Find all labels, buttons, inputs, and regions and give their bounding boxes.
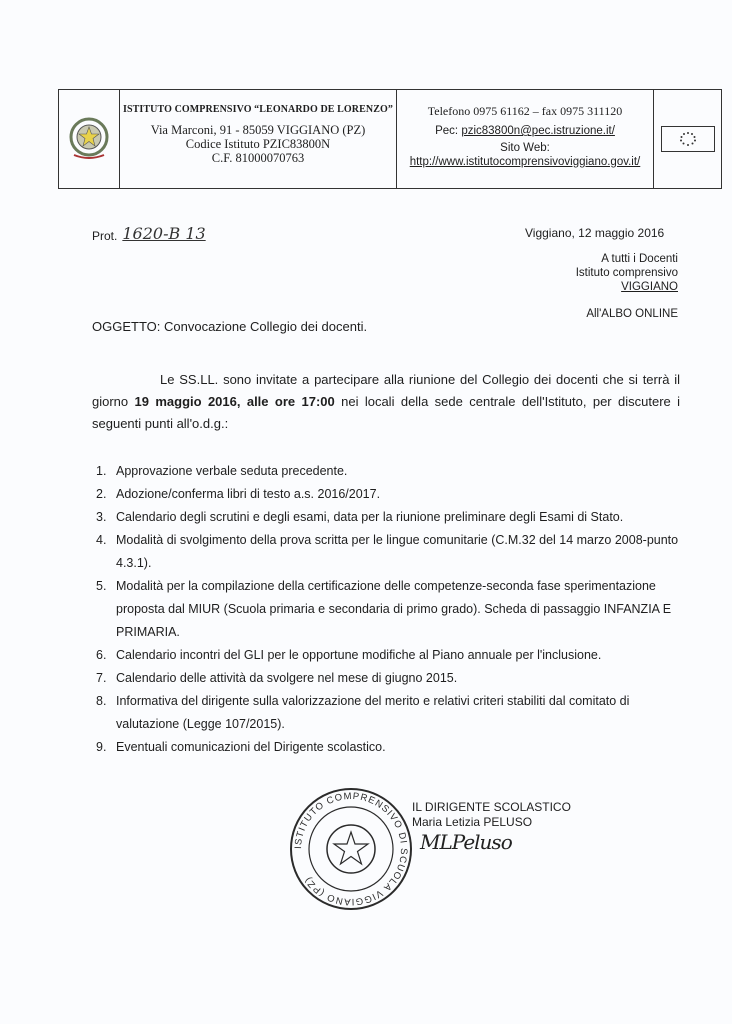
list-item: 3. Calendario degli scrutini e degli esami, data per la riunione preliminare degli Esami di Stato. xyxy=(96,510,624,524)
stamp-text: ISTITUTO COMPRENSIVO DI SCUOLA VIGGIANO (PZ) xyxy=(292,790,410,908)
svg-text:ISTITUTO COMPRENSIVO DI SCUOLA xyxy=(293,791,409,907)
school-info xyxy=(120,90,397,188)
list-item: 5. Modalità per la compilazione della certificazione delle competenze-seconda fase sperimentazione proposta dal MIUR (Scuola primaria e secondaria di primo grado). Scheda di passaggio INFANZIA E PRIMARIA. xyxy=(96,579,672,639)
recipients xyxy=(576,252,678,294)
italian-emblem-icon xyxy=(66,115,112,163)
recipient-line: Istituto comprensivo xyxy=(575,267,678,279)
school-code: Codice Istituto PZIC83800N xyxy=(185,137,331,151)
intro-paragraph xyxy=(92,369,680,435)
site-url-link[interactable]: http://www.istitutocomprensivoviggiano.gov.it/ xyxy=(409,156,641,168)
contact-info xyxy=(397,90,654,188)
telephone: Telefono 0975 61162 – fax 0975 311120 xyxy=(427,104,623,118)
recipient-line: VIGGIANO xyxy=(621,281,678,293)
subject-line: OGGETTO: Convocazione Collegio dei docenti. xyxy=(92,319,368,334)
intro-part2: nei locali della sede centrale dell'Istituto, per discutere i seguenti punti all'o.d.g.: xyxy=(92,394,681,431)
protocol-number: 1620-B 13 xyxy=(122,224,206,243)
pec-label: Pec: xyxy=(435,125,459,137)
school-name: ISTITUTO COMPRENSIVO “LEONARDO DE LORENZO” xyxy=(123,104,393,115)
list-item: 6. Calendario incontri del GLI per le opportune modifiche al Piano annuale per l'inclusione. xyxy=(96,648,602,662)
recipient-line: A tutti i Docenti xyxy=(601,253,678,265)
signer-name: Maria Letizia PELUSO xyxy=(412,815,533,829)
pec-email-link[interactable]: pzic83800n@pec.istruzione.it/ xyxy=(461,125,615,137)
list-item: 8. Informativa del dirigente sulla valorizzazione del merito e relativi criteri stabiliti dal comitato di valutazione (Legge 107/2015). xyxy=(96,694,630,731)
list-item: 1. Approvazione verbale seduta precedente. xyxy=(96,464,348,478)
school-stamp-icon xyxy=(286,784,416,914)
list-item: 2. Adozione/conferma libri di testo a.s. 2016/2017. xyxy=(96,487,381,501)
list-item: 7. Calendario delle attività da svolgere nel mese di giugno 2015. xyxy=(96,671,458,685)
protocol xyxy=(92,224,206,243)
protocol-label: Prot. xyxy=(92,229,118,243)
signer-title: IL DIRIGENTE SCOLASTICO xyxy=(412,800,571,814)
agenda-list xyxy=(96,460,682,759)
signer-block xyxy=(412,800,571,830)
school-fiscal-code: C.F. 81000070763 xyxy=(211,151,305,165)
list-item: 4. Modalità di svolgimento della prova scritta per le lingue comunitarie (C.M.32 del 14 marzo 2008-punto 4.3.1). xyxy=(96,533,679,570)
albo-online: All'ALBO ONLINE xyxy=(586,308,678,320)
letter-date: Viggiano, 12 maggio 2016 xyxy=(525,226,665,240)
school-address: Via Marconi, 91 - 85059 VIGGIANO (PZ) xyxy=(150,123,366,137)
handwritten-signature: MLPeluso xyxy=(420,830,512,854)
republic-emblem xyxy=(59,90,120,188)
eu-flag-icon xyxy=(661,126,715,152)
intro-part1: Le SS.LL. sono invitate a partecipare alla riunione del Collegio dei docenti che si terrà il giorno xyxy=(92,372,680,409)
eu-flag-cell xyxy=(654,90,721,188)
list-item: 9. Eventuali comunicazioni del Dirigente scolastico. xyxy=(96,740,386,754)
meeting-datetime: 19 maggio 2016, alle ore 17:00 xyxy=(134,394,335,409)
site-label: Sito Web: xyxy=(500,142,550,154)
letterhead xyxy=(58,89,722,189)
